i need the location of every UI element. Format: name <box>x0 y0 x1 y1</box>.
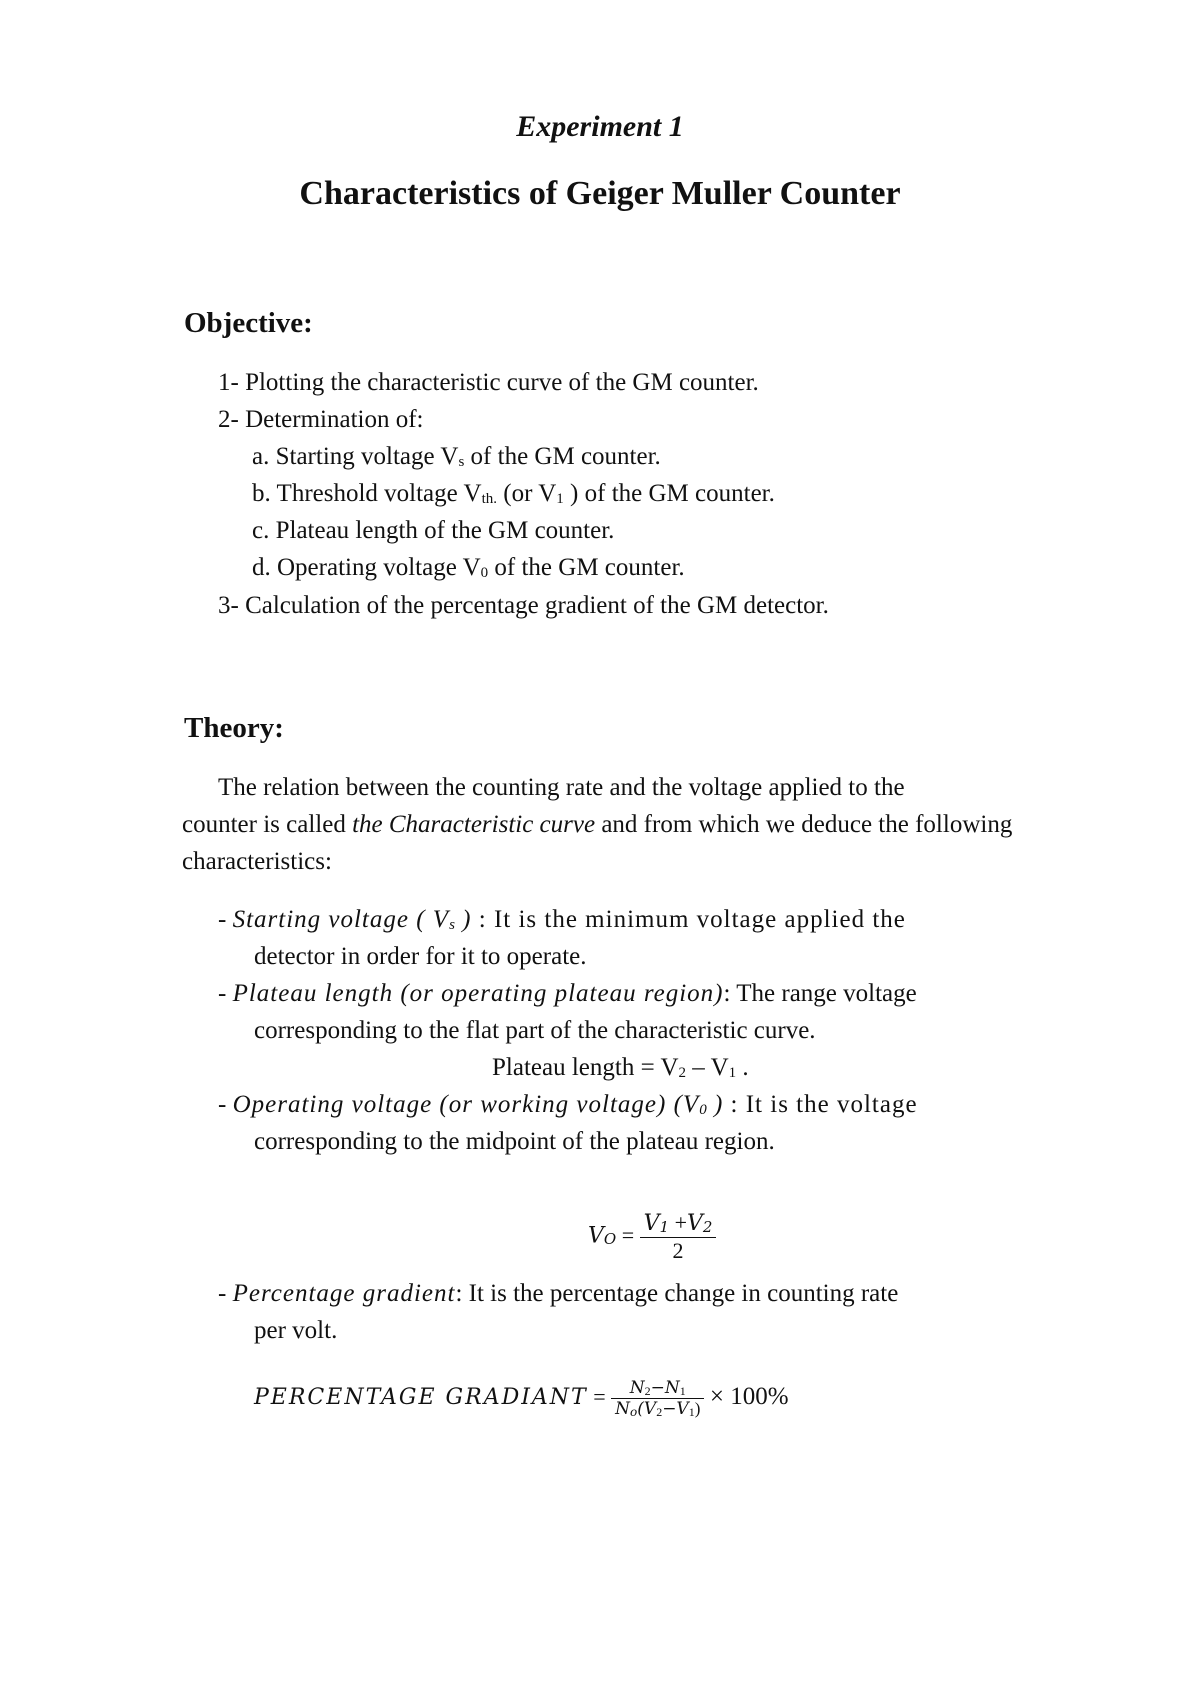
objective-item-2: 2- Determination of: <box>218 406 424 433</box>
page-title: Characteristics of Geiger Muller Counter <box>299 175 901 212</box>
operating-voltage-formula: VO = $\frac{V1 +V2}{2}$ <box>588 1210 716 1265</box>
plateau-length-formula: Plateau length = V2 – V1 . <box>492 1054 749 1081</box>
theory-paragraph-line-2: counter is called the Characteristic curve and from which we deduce the following <box>182 811 1013 838</box>
objective-heading: Objective: <box>184 307 313 339</box>
percentage-gradient-line-2: per volt. <box>254 1317 338 1344</box>
theory-paragraph-line-3: characteristics: <box>182 848 332 875</box>
plateau-length-item: - Plateau length (or operating plateau region): The range voltage <box>218 980 917 1007</box>
objective-sub-d: d. Operating voltage V0 of the GM counter. <box>252 554 685 581</box>
objective-sub-a: a. Starting voltage Vs of the GM counter. <box>252 443 661 470</box>
operating-voltage-fraction: $\frac{V1 +V2}{2}$ <box>640 1210 717 1265</box>
percentage-gradient-item: - Percentage gradient: It is the percentage change in counting rate <box>218 1280 899 1307</box>
plateau-length-line-2: corresponding to the flat part of the characteristic curve. <box>254 1017 816 1044</box>
objective-sub-c: c. Plateau length of the GM counter. <box>252 517 615 544</box>
starting-voltage-line-2: detector in order for it to operate. <box>254 943 587 970</box>
objective-item-1: 1- Plotting the characteristic curve of the GM counter. <box>218 369 759 396</box>
theory-heading: Theory: <box>184 712 284 744</box>
operating-voltage-line-2: corresponding to the midpoint of the plateau region. <box>254 1128 775 1155</box>
percentage-gradient-fraction: $\frac{N2-N1}{No(V2-V1)}$ <box>611 1378 704 1420</box>
starting-voltage-item: - Starting voltage ( Vs ) : It is the minimum voltage applied the <box>218 906 906 933</box>
operating-voltage-item: - Operating voltage (or working voltage) (V0 ) : It is the voltage <box>218 1091 918 1118</box>
objective-sub-b: b. Threshold voltage Vth. (or V1 ) of the GM counter. <box>252 480 775 507</box>
experiment-label: Experiment 1 <box>516 110 684 143</box>
theory-paragraph-line-1: The relation between the counting rate and the voltage applied to the <box>218 774 905 801</box>
percentage-gradient-formula: PERCENTAGE GRADIANT = $\frac{N2-N1}{No(V2-V1)}$ × 100% <box>254 1378 789 1420</box>
objective-item-3: 3- Calculation of the percentage gradient of the GM detector. <box>218 592 829 619</box>
